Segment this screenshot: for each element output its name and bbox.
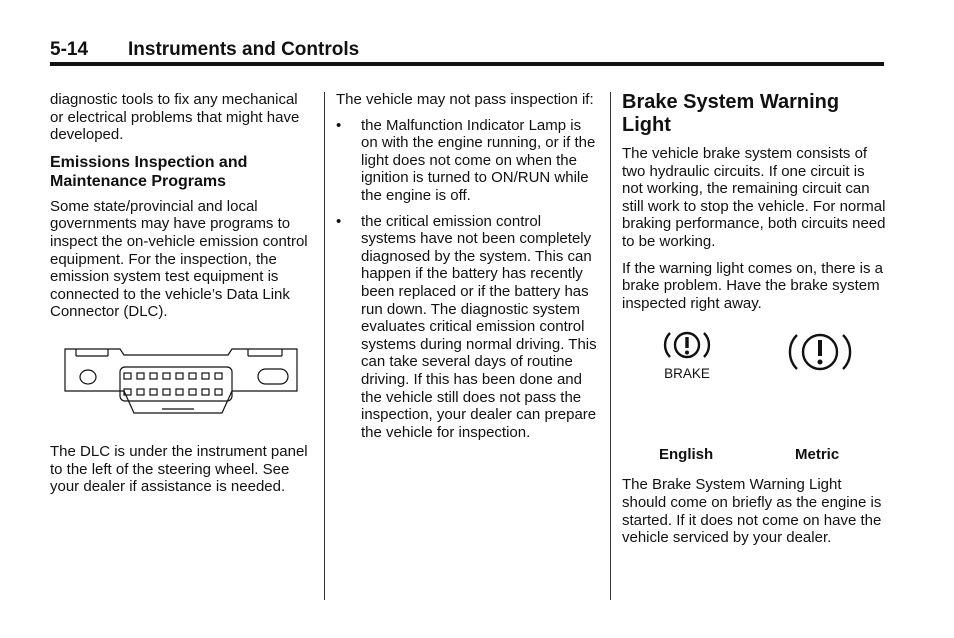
caption-metric: Metric	[795, 446, 840, 464]
data-link-connector-diagram	[62, 347, 300, 419]
list-item-text: the Malfunction Indicator Lamp is on with the engine running, or if the light does not come on when the ignition is turned to ON/RUN while the engine is off.	[361, 116, 596, 204]
brake-problem-paragraph: If the warning light comes on, there is a brake problem. Have the brake system inspected right away.	[622, 259, 883, 312]
brake-icons	[622, 328, 887, 446]
emissions-heading: Emissions Inspection and Maintenance Programs	[50, 153, 248, 190]
caption-english: English	[659, 446, 714, 464]
list-item-text: the critical emission control systems have not been completely diagnosed by the system. This can happen if the battery has recently been replaced or if the battery has run down. The diagnostic system evaluates critical emission control systems during normal driving. This can take several days of routine driving. If this has been done and the vehicle still does not pass the inspection, your dealer can prepare the vehicle for inspection.	[361, 212, 597, 441]
bullet-glyph: •	[336, 212, 342, 230]
icon-captions	[622, 446, 887, 476]
brake-icon-label: BRAKE	[664, 366, 710, 381]
brake-warning-icon	[652, 328, 722, 380]
page-header	[50, 38, 884, 64]
section-title: Instruments and Controls	[128, 39, 360, 60]
page-number: 5-14	[50, 39, 89, 60]
emissions-paragraph: Some state/provincial and local governments may have programs to inspect the on-vehicle emission control equipment. For the inspection, the emission system test equipment is connected to the vehicle’s Data Link Connector (DLC).	[50, 197, 308, 321]
column-2	[336, 91, 598, 449]
brake-system-paragraph: The vehicle brake system consists of two hydraulic circuits. If one circuit is not working, the remaining circuit can still work to stop the vehicle. For normal braking performance, both circuits need to be working.	[622, 145, 886, 250]
brake-warning-heading: Brake System Warning Light	[622, 91, 840, 136]
bullet-glyph: •	[336, 116, 342, 134]
exclamation-circle-icon	[780, 328, 860, 384]
column-divider	[610, 92, 611, 600]
list-item	[336, 213, 598, 442]
inspection-intro: The vehicle may not pass inspection if:	[336, 91, 594, 108]
header-rule	[50, 62, 884, 66]
intro-text: diagnostic tools to fix any mechanical or electrical problems that might have developed.	[50, 91, 300, 144]
column-3	[622, 91, 887, 556]
inspection-bullet-list	[336, 117, 598, 442]
list-item	[336, 117, 598, 205]
column-divider	[324, 92, 325, 600]
column-1	[50, 91, 312, 505]
warning-light-paragraph: The Brake System Warning Light should come on briefly as the engine is started. If it does not come on have the vehicle serviced by your dealer.	[622, 476, 882, 547]
dlc-location-paragraph: The DLC is under the instrument panel to the left of the steering wheel. See your dealer if assistance is needed.	[50, 442, 308, 496]
